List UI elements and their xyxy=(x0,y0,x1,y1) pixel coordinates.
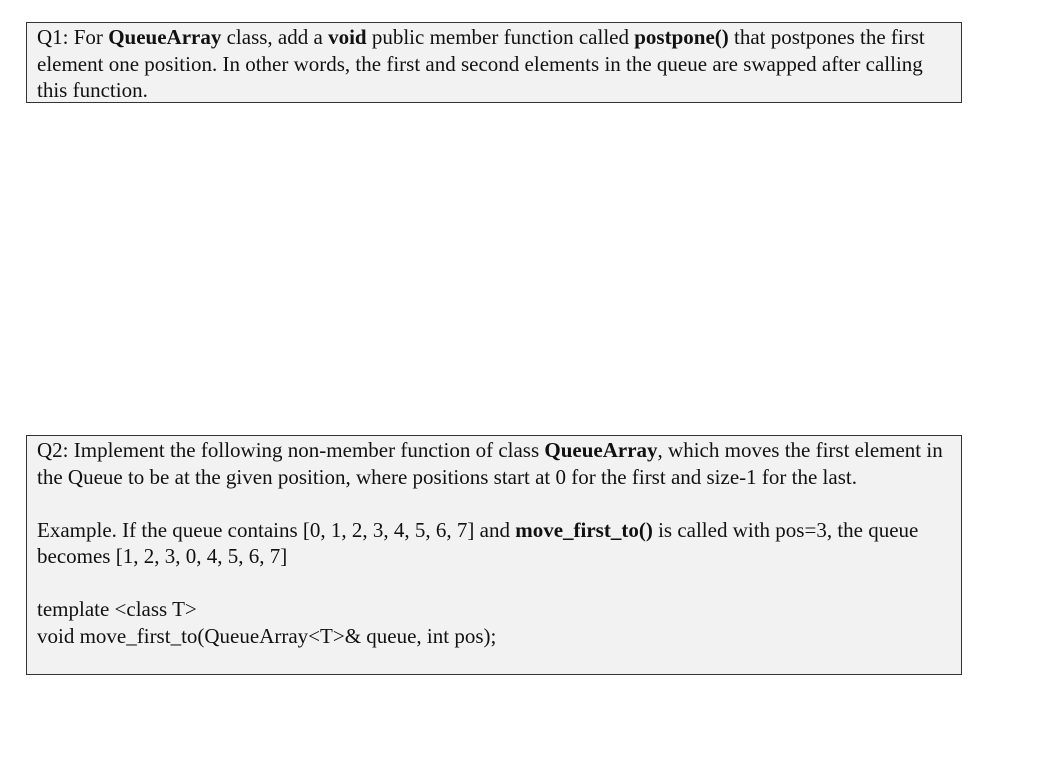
q1-text-4: that postpones the first element one position. In other words, the first and second elements in the queue are swapped after calling this function. xyxy=(37,25,925,102)
q2-class-name: QueueArray xyxy=(544,438,658,462)
q1-text-2: class, add a xyxy=(221,25,329,49)
q1-text-1: Q1: For xyxy=(37,25,109,49)
spacer xyxy=(37,490,951,517)
q1-function-name: postpone() xyxy=(634,25,729,49)
spacer xyxy=(37,570,951,597)
q2-code-line-1: template <class T> xyxy=(37,597,197,621)
q2-text-2: , which moves the first element in the Queue to be at the given position, where positions start at 0 for the first and size-1 for the last. xyxy=(37,438,943,489)
question-2-example xyxy=(37,517,951,570)
question-1-box xyxy=(26,22,962,103)
q2-example-1: Example. If the queue contains [0, 1, 2, 3, 4, 5, 6, 7] and xyxy=(37,517,516,542)
q1-class-name: QueueArray xyxy=(108,25,222,49)
q2-example-2: is called with pos=3, the queue becomes [1, 2, 3, 0, 4, 5, 6, 7] xyxy=(37,517,919,568)
q1-return-type: void xyxy=(328,25,367,49)
question-2-text xyxy=(37,437,951,490)
q2-text-1: Q2: Implement the following non-member function of class xyxy=(37,438,545,462)
q1-text-3: public member function called xyxy=(366,25,635,49)
q2-example-function: move_first_to() xyxy=(515,517,653,542)
question-1-text xyxy=(37,24,951,104)
question-2-box xyxy=(26,435,962,675)
q2-code-line-2: void move_first_to(QueueArray<T>& queue, int pos); xyxy=(37,623,497,648)
